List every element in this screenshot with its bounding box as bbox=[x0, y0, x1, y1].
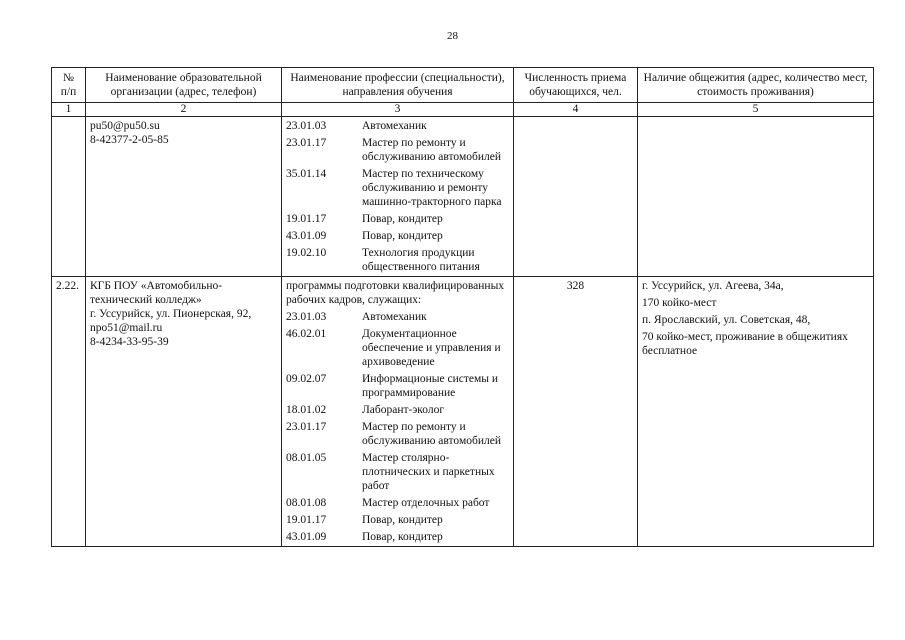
program-name: Повар, кондитер bbox=[362, 514, 443, 526]
program-item bbox=[286, 136, 509, 164]
program-item bbox=[286, 403, 509, 417]
program-name: Автомеханик bbox=[362, 311, 427, 323]
header-number: № п/п bbox=[52, 68, 86, 103]
header-dormitory: Наличие общежития (адрес, количество мест, стоимость проживания) bbox=[638, 68, 874, 103]
dormitory-cell bbox=[638, 117, 874, 277]
program-item bbox=[286, 310, 509, 324]
dorm-address: г. Уссурийск, ул. Агеева, 34а, bbox=[642, 280, 784, 292]
program-item bbox=[286, 420, 509, 448]
org-phone: 8-4234-33-95-39 bbox=[90, 336, 169, 348]
program-code: 23.01.17 bbox=[286, 137, 327, 149]
row-number: 2.22. bbox=[52, 277, 86, 547]
program-name: Информационые системы и программирование bbox=[362, 373, 498, 399]
program-item bbox=[286, 119, 509, 133]
programs-intro: программы подготовки квалифицированных рабочих кадров, служащих: bbox=[286, 280, 505, 306]
program-item bbox=[286, 372, 509, 400]
program-item bbox=[286, 212, 509, 226]
education-table bbox=[51, 67, 874, 547]
program-item bbox=[286, 167, 509, 209]
programs-cell bbox=[282, 277, 514, 547]
column-number: 2 bbox=[86, 103, 282, 117]
enrollment-cell: 328 bbox=[514, 277, 638, 547]
program-code: 08.01.08 bbox=[286, 497, 327, 509]
program-name: Мастер по ремонту и обслуживанию автомобилей bbox=[362, 421, 501, 447]
program-item bbox=[286, 327, 509, 369]
program-code: 19.01.17 bbox=[286, 213, 327, 225]
column-number: 4 bbox=[514, 103, 638, 117]
program-item bbox=[286, 246, 509, 274]
program-name: Повар, кондитер bbox=[362, 213, 443, 225]
table-row bbox=[52, 117, 874, 277]
program-code: 43.01.09 bbox=[286, 230, 327, 242]
program-code: 19.02.10 bbox=[286, 247, 327, 259]
program-name: Автомеханик bbox=[362, 120, 427, 132]
column-number: 1 bbox=[52, 103, 86, 117]
program-item bbox=[286, 229, 509, 243]
program-name: Лаборант-эколог bbox=[362, 404, 445, 416]
org-email: pu50@pu50.su bbox=[90, 120, 160, 132]
program-name: Технология продукции общественного питания bbox=[362, 247, 480, 273]
column-number: 3 bbox=[282, 103, 514, 117]
column-number-row bbox=[52, 103, 874, 117]
org-address: г. Уссурийск, ул. Пионерская, 92, bbox=[90, 308, 252, 320]
program-code: 08.01.05 bbox=[286, 452, 327, 464]
program-name: Документационное обеспечение и управления и архивоведение bbox=[362, 328, 501, 368]
program-code: 19.01.17 bbox=[286, 514, 327, 526]
column-number: 5 bbox=[638, 103, 874, 117]
program-name: Мастер по ремонту и обслуживанию автомобилей bbox=[362, 137, 501, 163]
header-organization: Наименование образовательной организации (адрес, телефон) bbox=[86, 68, 282, 103]
program-name: Мастер по техническому обслуживанию и ремонту машинно-тракторного парка bbox=[362, 168, 502, 208]
org-phone: 8-42377-2-05-85 bbox=[90, 134, 169, 146]
program-name: Мастер отделочных работ bbox=[362, 497, 490, 509]
org-email: npo51@mail.ru bbox=[90, 322, 163, 334]
program-item bbox=[286, 451, 509, 493]
page-number: 28 bbox=[447, 30, 458, 42]
program-code: 18.01.02 bbox=[286, 404, 327, 416]
row-number bbox=[52, 117, 86, 277]
dorm-capacity: 70 койко-мест, проживание в общежитиях бесплатное bbox=[642, 331, 848, 357]
enrollment-cell bbox=[514, 117, 638, 277]
program-code: 23.01.03 bbox=[286, 311, 327, 323]
program-code: 46.02.01 bbox=[286, 328, 327, 340]
dormitory-cell bbox=[638, 277, 874, 547]
program-code: 43.01.09 bbox=[286, 531, 327, 543]
org-name: КГБ ПОУ «Автомобильно-технический колледж» bbox=[90, 280, 223, 306]
organization-cell bbox=[86, 277, 282, 547]
dorm-address: п. Ярославский, ул. Советская, 48, bbox=[642, 314, 811, 326]
header-row bbox=[52, 68, 874, 103]
program-name: Мастер столярно-плотнических и паркетных работ bbox=[362, 452, 495, 492]
program-code: 35.01.14 bbox=[286, 168, 327, 180]
program-code: 23.01.17 bbox=[286, 421, 327, 433]
dorm-capacity: 170 койко-мест bbox=[642, 297, 717, 309]
program-item bbox=[286, 496, 509, 510]
program-item bbox=[286, 530, 509, 544]
program-name: Повар, кондитер bbox=[362, 230, 443, 242]
program-code: 23.01.03 bbox=[286, 120, 327, 132]
header-profession: Наименование профессии (специальности), направления обучения bbox=[282, 68, 514, 103]
header-enrollment: Численность приема обучающихся, чел. bbox=[514, 68, 638, 103]
program-name: Повар, кондитер bbox=[362, 531, 443, 543]
programs-cell bbox=[282, 117, 514, 277]
program-item bbox=[286, 513, 509, 527]
organization-cell bbox=[86, 117, 282, 277]
program-code: 09.02.07 bbox=[286, 373, 327, 385]
table-row bbox=[52, 277, 874, 547]
